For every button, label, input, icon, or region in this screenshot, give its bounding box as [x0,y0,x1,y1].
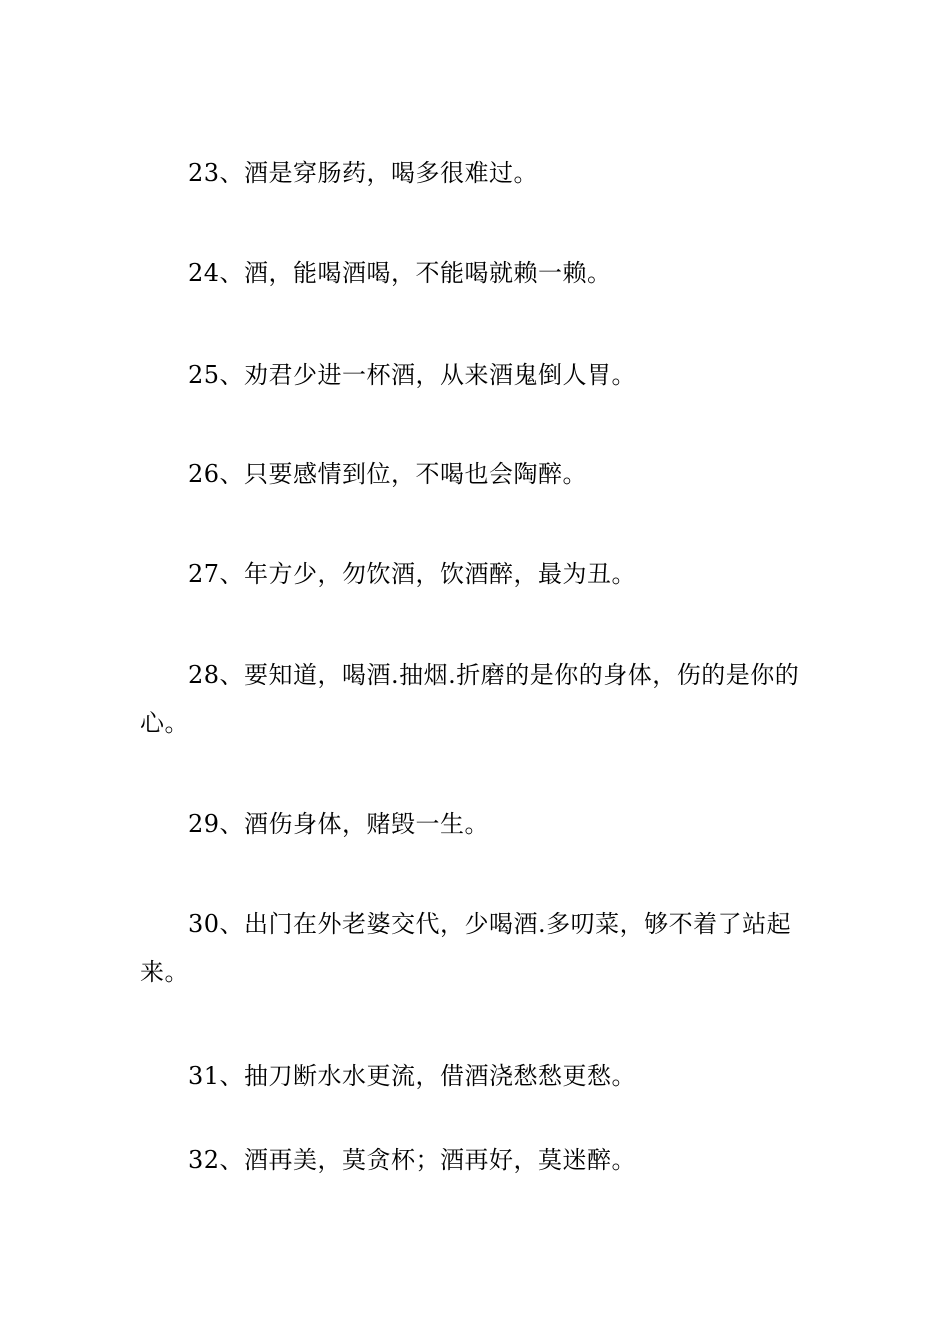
list-item: 25、劝君少进一杯酒，从来酒鬼倒人胃。 [188,361,637,389]
list-item: 27、年方少，勿饮酒，饮酒醉，最为丑。 [188,560,637,588]
list-item: 31、抽刀断水水更流，借酒浇愁愁更愁。 [188,1062,637,1090]
list-item: 28、要知道，喝酒.抽烟.折磨的是你的身体，伤的是你的心。 [140,661,800,737]
list-item: 32、酒再美，莫贪杯；酒再好，莫迷醉。 [188,1146,637,1174]
list-item: 24、酒，能喝酒喝，不能喝就赖一赖。 [188,259,612,287]
list-item: 26、只要感情到位，不喝也会陶醉。 [188,460,588,488]
list-item: 30、出门在外老婆交代，少喝酒.多叨菜，够不着了站起来。 [140,910,792,986]
list-item: 23、酒是穿肠药，喝多很难过。 [188,159,539,187]
list-item: 29、酒伤身体，赌毁一生。 [188,810,490,838]
